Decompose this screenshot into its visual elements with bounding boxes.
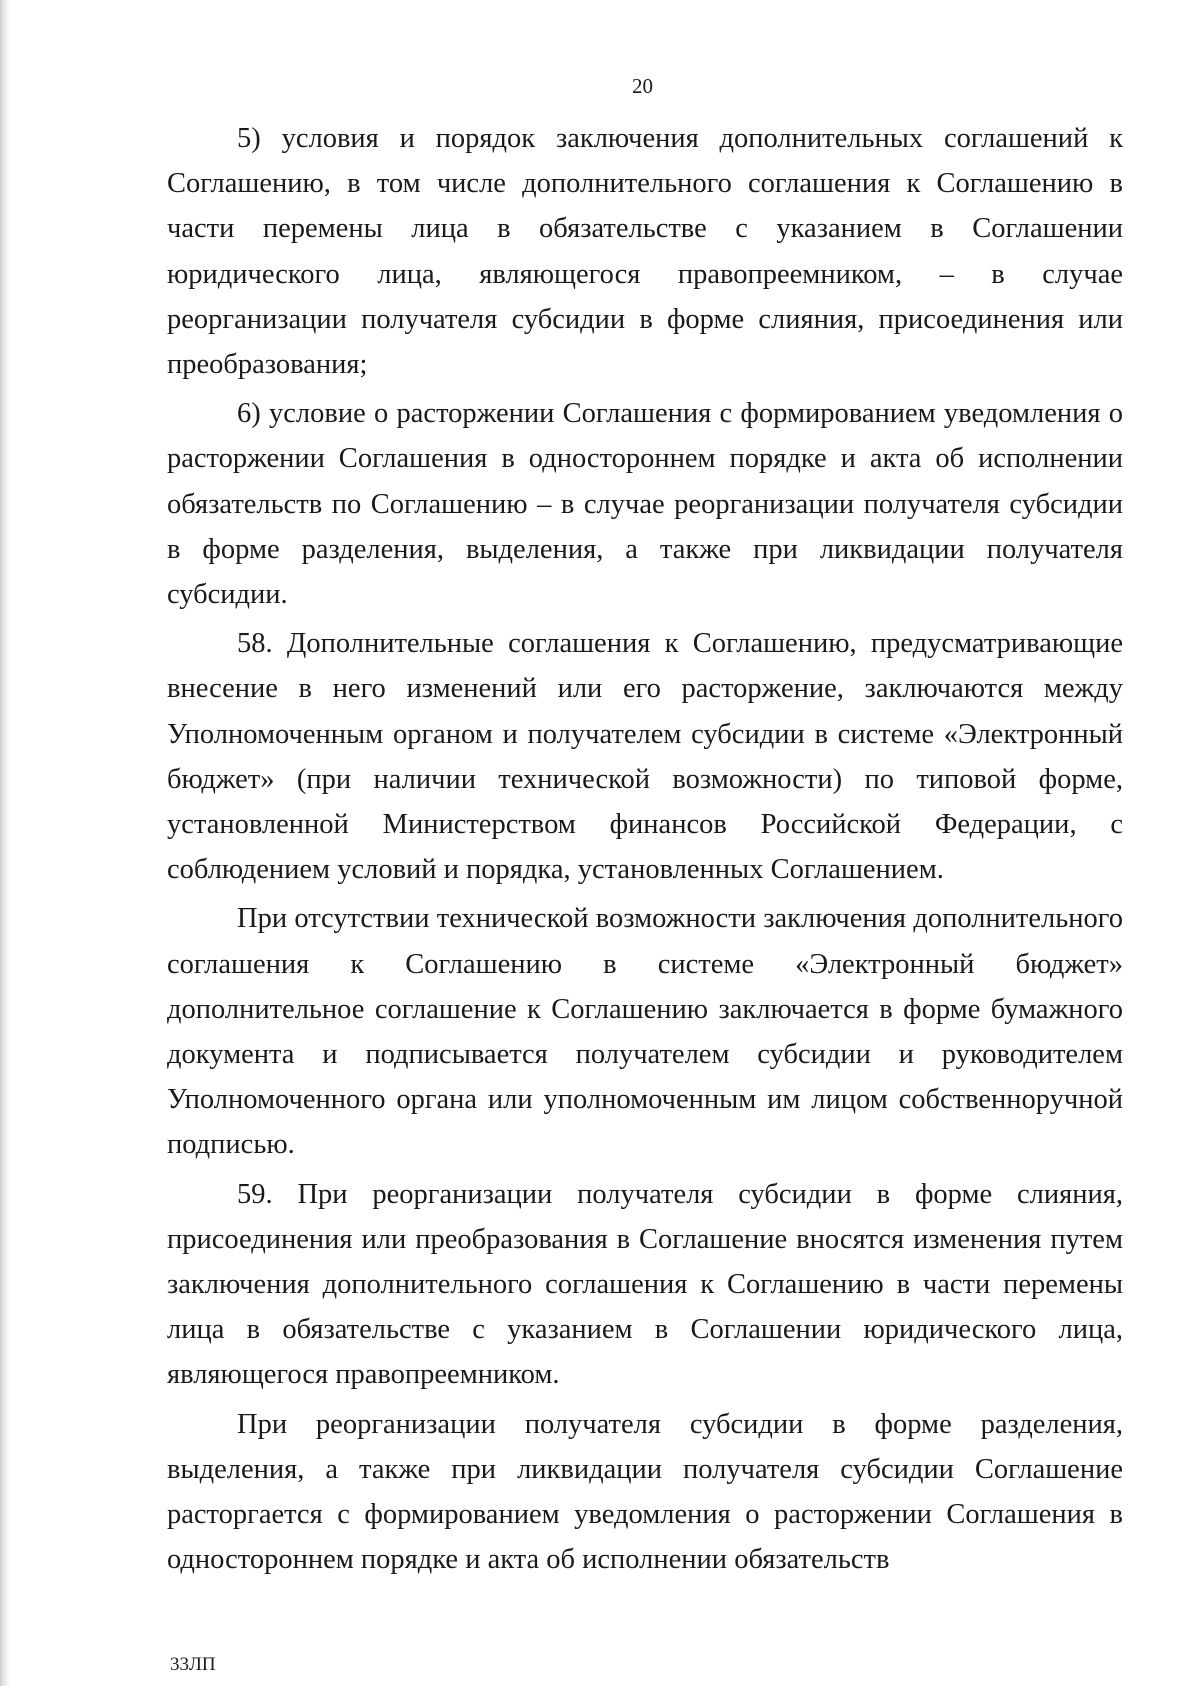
document-body (167, 116, 1123, 1583)
scan-edge-shadow (0, 0, 10, 1686)
paragraph-section-58: 58. Дополнительные соглашения к Соглашению, предусматривающие внесение в него изменений или его расторжение, заключаются между Уполномоченным органом и получателем субсидии в системе «Электронный бюджет» (при наличии технической возможности) по типовой форме, установленной Министерством финансов Российской Федерации, с соблюдением условий и порядка, установленных Соглашением. (167, 628, 1123, 886)
paragraph-section-59: 59. При реорганизации получателя субсидии в форме слияния, присоединения или преобразования в Соглашение вносятся изменения путем заключения дополнительного соглашения к Соглашению в части перемены лица в обязательстве с указанием в Соглашении юридического лица, являющегося правопреемником. (167, 1178, 1123, 1391)
paragraph-clause-5: 5) условия и порядок заключения дополнительных соглашений к Соглашению, в том числе дополнительного соглашения к Соглашению в части перемены лица в обязательстве с указанием в Соглашении юридического лица, являющегося правопреемником, – в случае реорганизации получателя субсидии в форме слияния, присоединения или преобразования; (167, 123, 1123, 381)
footer-document-code: 33ЛП (170, 1654, 216, 1675)
paragraph-reorganization-division: При реорганизации получателя субсидии в форме разделения, выделения, а также при ликвидации получателя субсидии Соглашение расторгается с формированием уведомления о расторжении Соглашения в одностороннем порядке и акта об исполнении обязательств (167, 1408, 1123, 1576)
paragraph-no-technical-possibility: При отсутствии технической возможности заключения дополнительного соглашения к Соглашению в системе «Электронный бюджет» дополнительное соглашение к Соглашению заключается в форме бумажного документа и подписывается получателем субсидии и руководителем Уполномоченного органа или уполномоченным им лицом собственноручной подписью. (167, 903, 1123, 1161)
page-number: 20 (632, 74, 653, 98)
paragraph-clause-6: 6) условие о расторжении Соглашения с формированием уведомления о расторжении Соглашения в одностороннем порядке и акта об исполнении обязательств по Соглашению – в случае реорганизации получателя субсидии в форме разделения, выделения, а также при ликвидации получателя субсидии. (167, 398, 1123, 611)
